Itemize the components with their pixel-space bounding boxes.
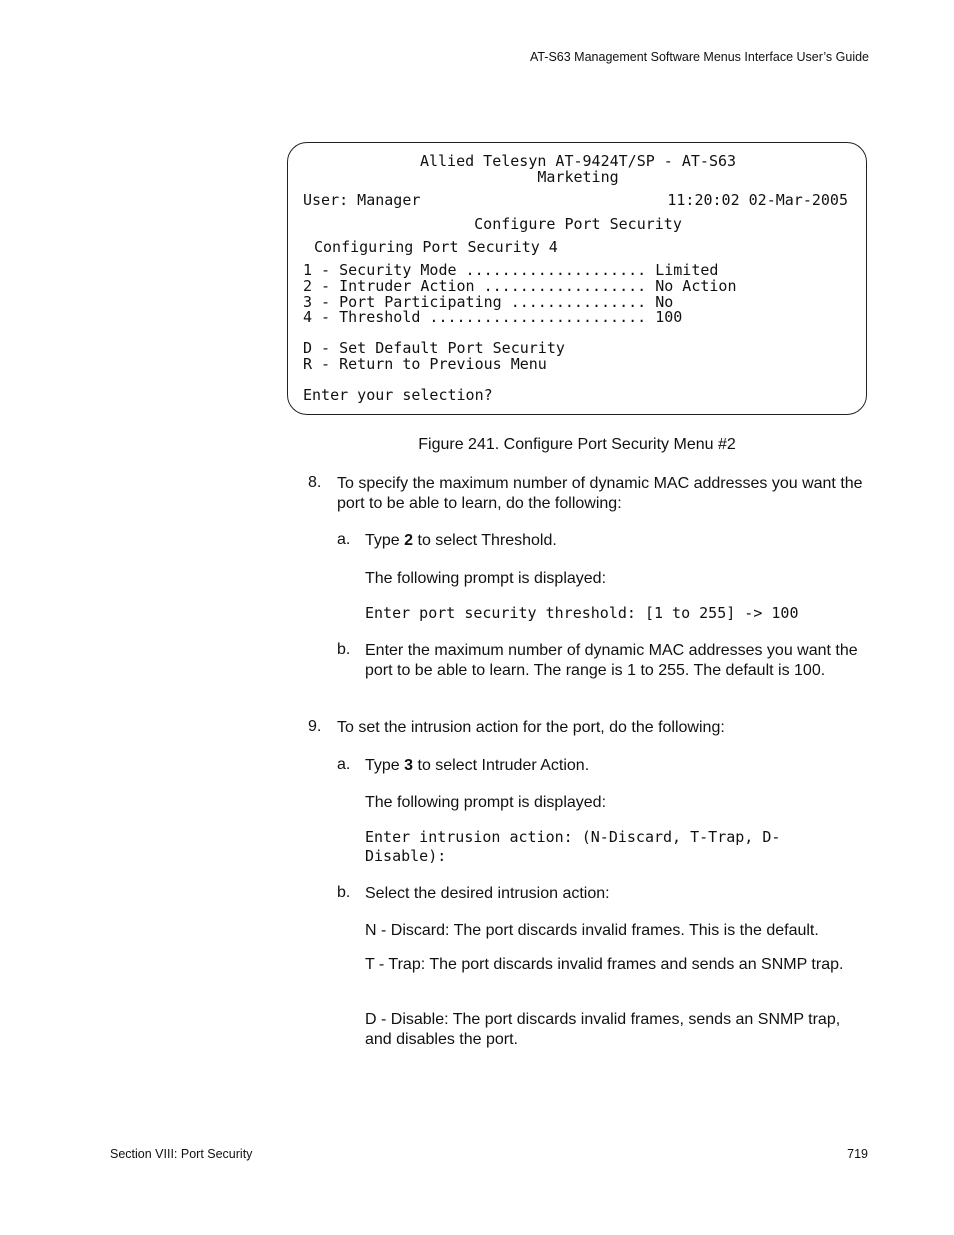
prompt-intro: The following prompt is displayed: xyxy=(365,570,607,587)
code-example: Enter port security threshold: [1 to 255] -> 100 xyxy=(365,604,799,622)
menu-item-intruder-action[interactable]: 2 - Intruder Action .................. No Action xyxy=(303,277,737,295)
code-example: Disable): xyxy=(365,847,447,865)
substep-text: Enter the maximum number of dynamic MAC addresses you want the port to be able to learn. The range is 1 to 255. The default is 100. xyxy=(365,642,858,679)
menu-item-set-default[interactable]: D - Set Default Port Security xyxy=(303,339,565,357)
option-description: N - Discard: The port discards invalid frames. This is the default. xyxy=(365,922,819,939)
option-description: D - Disable: The port discards invalid frames, sends an SNMP trap, and disables the port. xyxy=(365,1011,841,1048)
terminal-screen xyxy=(287,142,867,415)
terminal-system-name: Allied Telesyn AT-9424T/SP - AT-S63 xyxy=(419,152,737,170)
substep-letter: a. xyxy=(337,531,351,548)
terminal-screen-title: Configure Port Security xyxy=(474,215,682,233)
page-number: 719 xyxy=(847,1147,868,1161)
step-text: To specify the maximum number of dynamic MAC addresses you want the port to be able to learn, do the following: xyxy=(337,475,863,512)
terminal-user: User: Manager xyxy=(303,191,421,209)
running-header: AT-S63 Management Software Menus Interface User’s Guide xyxy=(529,50,869,64)
substep-text: Type 2 to select Threshold. xyxy=(365,532,557,549)
terminal-datetime: 11:20:02 02-Mar-2005 xyxy=(667,191,848,209)
prompt-intro: The following prompt is displayed: xyxy=(365,794,607,811)
code-example: Enter intrusion action: (N-Discard, T-Trap, D- xyxy=(365,828,781,846)
substep-text: Select the desired intrusion action: xyxy=(365,885,610,902)
terminal-location: Marketing xyxy=(537,168,619,186)
step-text: To set the intrusion action for the port, do the following: xyxy=(337,719,725,736)
substep-letter: a. xyxy=(337,756,351,773)
option-description: T - Trap: The port discards invalid frames and sends an SNMP trap. xyxy=(365,956,844,973)
step-number: 9. xyxy=(308,718,322,735)
substep-letter: b. xyxy=(337,884,351,901)
step-number: 8. xyxy=(308,474,322,491)
figure-caption: Figure 241. Configure Port Security Menu #2 xyxy=(418,436,736,453)
terminal-subtitle: Configuring Port Security 4 xyxy=(314,238,558,256)
menu-item-threshold[interactable]: 4 - Threshold ........................ 100 xyxy=(303,308,683,326)
menu-item-security-mode[interactable]: 1 - Security Mode .................... Limited xyxy=(303,261,719,279)
terminal-prompt[interactable]: Enter your selection? xyxy=(303,386,493,404)
menu-item-return[interactable]: R - Return to Previous Menu xyxy=(303,355,547,373)
footer-section: Section VIII: Port Security xyxy=(110,1147,253,1161)
substep-text: Type 3 to select Intruder Action. xyxy=(365,757,590,774)
menu-item-port-participating[interactable]: 3 - Port Participating ............... No xyxy=(303,293,674,311)
substep-letter: b. xyxy=(337,641,351,658)
